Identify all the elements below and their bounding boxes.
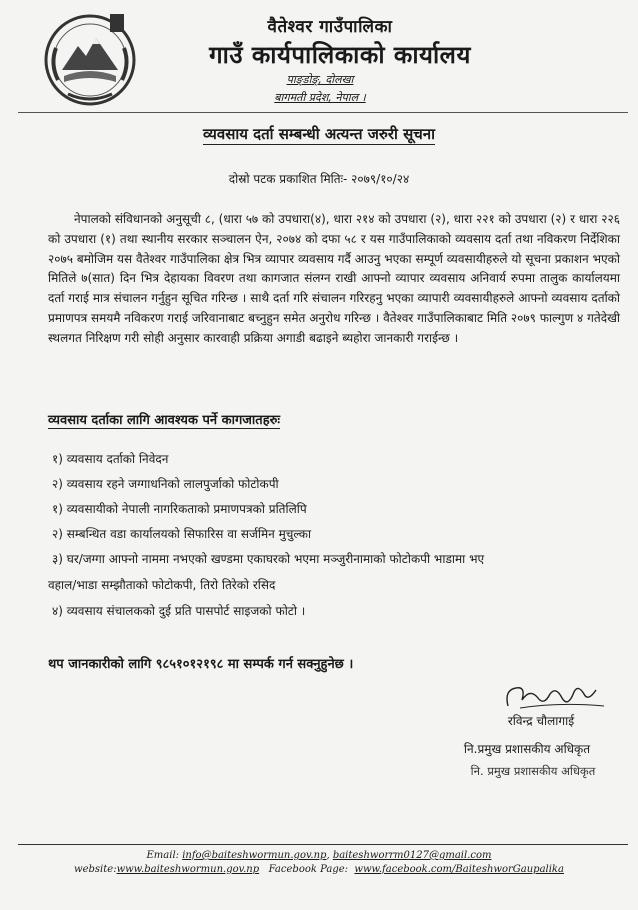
document-item: १) व्यवसायीको नेपाली नागरिकताको प्रमाणपत्रको प्रतिलिपि [52, 502, 307, 516]
letterhead-divider [18, 112, 628, 113]
office-province: बागमती प्रदेश, नेपाल । [274, 91, 366, 104]
notice-title [0, 124, 638, 144]
publication-date: दोस्रो पटक प्रकाशित मितिः- २०७९/१०/२४ [228, 172, 410, 186]
nepal-emblem-icon [40, 8, 140, 108]
document-item: ३) घर/जग्गा आफ्नो नाममा नभएको खण्डमा एकाघरको भएमा मञ्जुरीनामाको फोटोकपी भाडामा भए [52, 552, 485, 566]
office-location: पाङ्‌डोङ्‌, दोलखा [286, 73, 354, 86]
email-label: Email: [146, 850, 180, 861]
footer-web-line [0, 864, 638, 875]
footer-email-line [0, 850, 638, 861]
signer-name: रविन्द्र चौलागाई [507, 714, 575, 728]
email-link-info[interactable]: info@baiteshwormun.gov.np [182, 850, 327, 861]
document-item: २) व्यवसाय रहने जग्गाधनिको लालपुर्जाको फोटोकपी [52, 477, 279, 491]
notice-title-text: व्यवसाय दर्ता सम्बन्धी अत्यन्त जरुरी सूचना [203, 125, 435, 143]
document-item: १) व्यवसाय दर्ताको निवेदन [52, 452, 169, 466]
facebook-label: Facebook Page: [268, 864, 349, 875]
designation-stamp: नि. प्रमुख प्रशासकीय अधिकृत [470, 764, 596, 778]
footer-divider [18, 844, 628, 845]
email-separator: , [326, 850, 333, 861]
document-item: ४) व्यवसाय संचालकको दुई प्रति पासपोर्ट साइजको फोटो । [52, 604, 306, 618]
handwritten-signature [500, 680, 610, 714]
document-item: वहाल/भाडा सम्झौताको फोटोकपी, तिरो तिरेको रसिद [48, 578, 276, 592]
document-item: २) सम्बन्धित वडा कार्यालयको सिफारिस वा सर्जमिन मुचुल्का [52, 527, 312, 541]
website-link[interactable]: www.baiteshwormun.gov.np [116, 864, 260, 875]
email-link-gmail[interactable]: baiteshworrm0127@gmail.com [332, 850, 492, 861]
facebook-link[interactable]: www.facebook.com/BaiteshworGaupalika [354, 864, 564, 875]
required-documents-heading [48, 410, 548, 428]
municipality-name: वैतेश्वर गाउँपालिका [267, 17, 393, 37]
contact-line: थप जानकारीको लागि ९८५१०१२१९८ मा सम्पर्क गर्न सक्नुहुनेछ । [48, 657, 354, 672]
office-name: गाउँ कार्यपालिकाको कार्यालय [209, 41, 471, 69]
required-documents-heading-text: व्यवसाय दर्ताका लागि आवश्यक पर्ने कागजातहरुः [48, 413, 280, 428]
notice-body: नेपालको संविधानको अनुसूची ८, (धारा ५७ को उपधारा(४), धारा २१४ को उपधारा (२), धारा २२१ को उपधारा (२) र धारा २२६ को उपधारा (१) तथा स्थानीय सरकार सञ्चालन ऐन, २०७४ को दफा ५८ र यस गाउँपालिकाको व्यवसाय दर्ता तथा नविकरण निर्देशिका २०७५ बमोजिम यस वैतेश्वर गाउँपालिका क्षेत्र भित्र व्यापार व्यवसाय गर्दै आउनु भएका सम्पूर्ण व्यवसायीहरुले यो सूचना प्रकाशन भएको मितिले ७(सात) दिन भित्र देहायका विवरण तथा कागजात संलग्न राखी आफ्नो व्यापार व्यवसाय अनिवार्य रुपमा तालुक कार्यालयमा दर्ता गराई मात्र संचालन गर्नुहुन सूचित गरिन्छ । साथै दर्ता गरि संचालन गरिरहनु भएका व्यापारी व्यवसायीहरुले आफ्नो व्यवसाय दर्ताको प्रमाणपत्र समयमै नविकरण गराई जरिवानाबाट बच्नुहुन समेत अनुरोध गरिन्छ । वैतेश्वर गाउँपालिकाबाट मिति २०७९ फाल्गुण ४ गतेदेखी स्थलगत निरिक्षण गरी सोही अनुसार कारवाही प्रक्रिया अगाडी बढाइने ब्यहोरा जानकारी गराईन्छ । [48, 212, 620, 345]
signer-title: नि.प्रमुख प्रशासकीय अधिकृत [463, 742, 591, 756]
website-label: website: [74, 864, 117, 875]
